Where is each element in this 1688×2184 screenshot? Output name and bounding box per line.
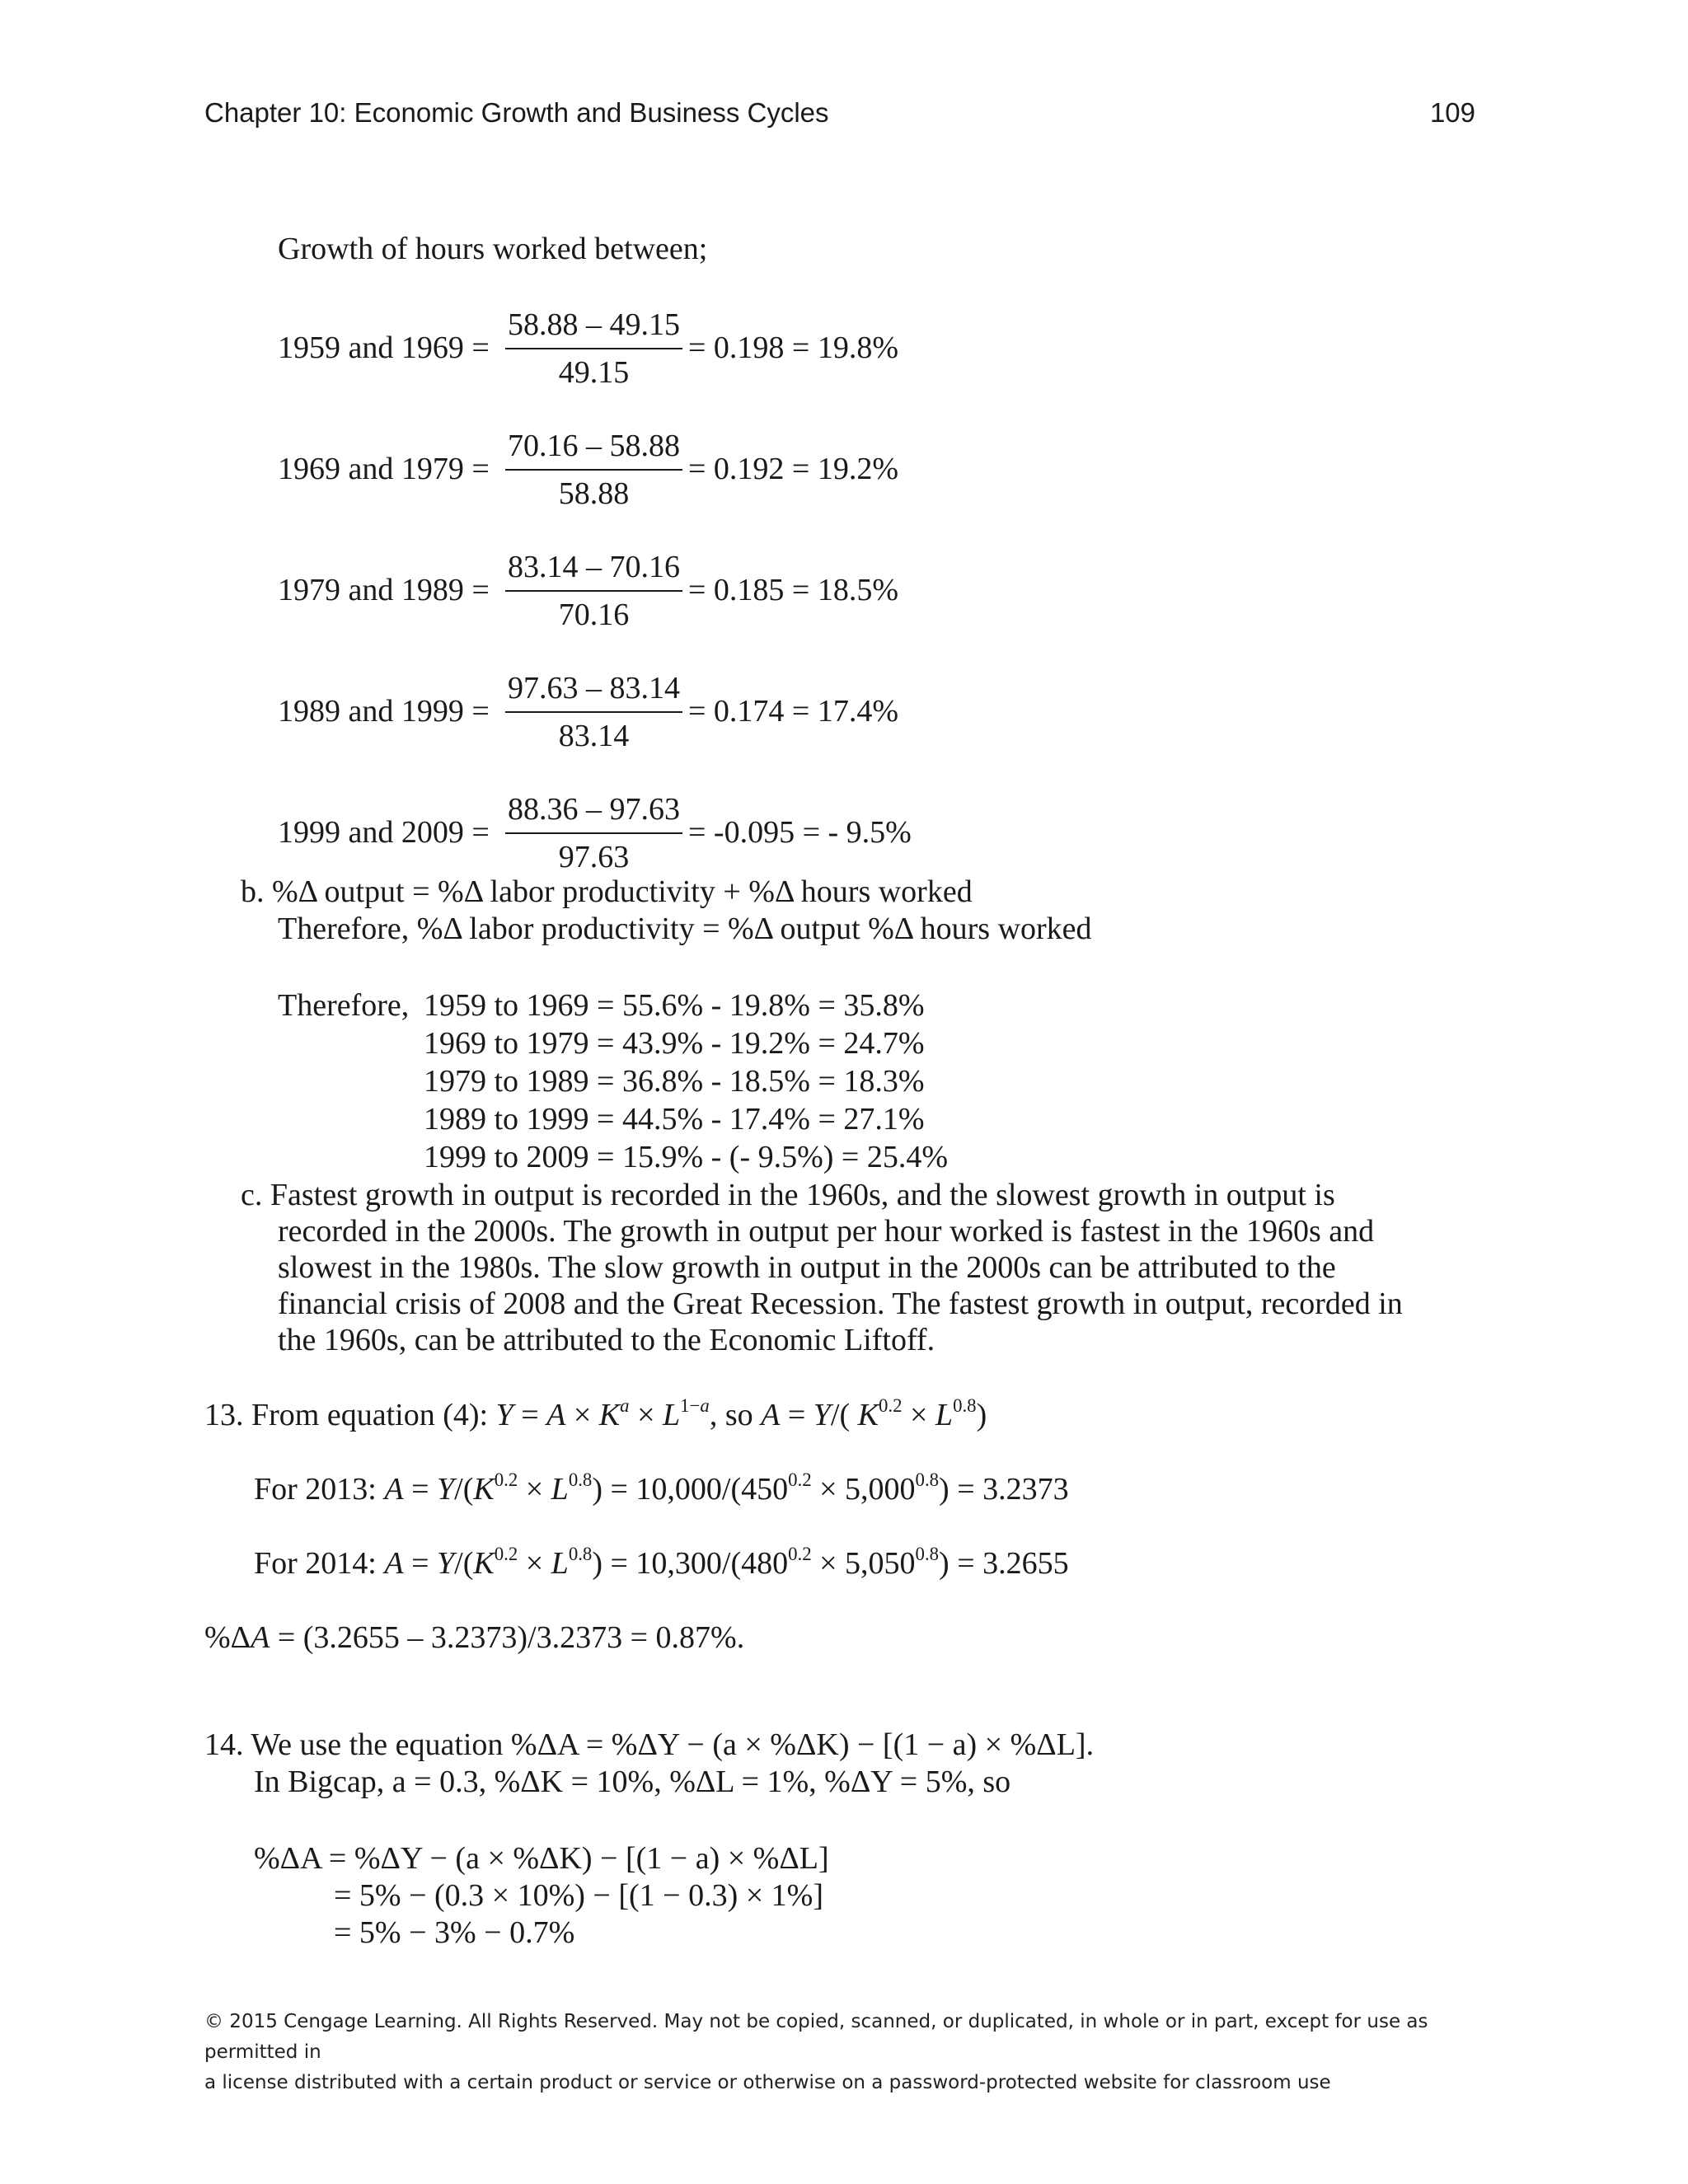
growth-row-result: = -0.095 = - 9.5%: [688, 815, 912, 850]
part-b-calc: 1959 to 1969 = 55.6% - 19.8% = 35.8%: [424, 988, 925, 1023]
q13-2014: For 2014: $A = Y/(K^{0.2} \times L^{0.8}) = 10,300/(480^{0.2} \times 5,050^{0.8}) = 3.2655$: [254, 1544, 1069, 1581]
part-b-calc: 1979 to 1989 = 36.8% - 18.5% = 18.3%: [424, 1064, 925, 1099]
growth-row-label: 1999 and 2009 =: [278, 815, 490, 850]
q13-result-text: = (3.2655 – 3.2373)/3.2373 = 0.87%.: [277, 1620, 745, 1655]
q13-result: %ΔA = (3.2655 – 3.2373)/3.2373 = 0.87%.: [204, 1620, 745, 1655]
q14-line2: In Bigcap, a = 0.3, %ΔK = 10%, %ΔL = 1%, %ΔY = 5%, so: [254, 1765, 1011, 1799]
growth-row-label: 1969 and 1979 =: [278, 452, 490, 486]
growth-row-denominator: 58.88: [558, 476, 630, 511]
q14-line1: 14. We use the equation %ΔA = %ΔY − (a × %ΔK) − [(1 − a) × %ΔL].: [204, 1727, 1095, 1762]
growth-row-numerator: 88.36 – 97.63: [508, 792, 680, 827]
q13-2013-tail: ) = 3.2373: [939, 1472, 1069, 1507]
copyright-footer: [204, 2007, 1490, 2098]
growth-row-denominator: 97.63: [558, 840, 630, 874]
growth-row-result: = 0.174 = 17.4%: [688, 694, 899, 729]
q13-equation: 13. From equation (4): $Y = A \times K^a \times L^{1-a}$, so A = Y/( $K^{0.2} \times L^{0.8}$): [204, 1395, 987, 1432]
q13-2013: For 2013: $A = Y/(K^{0.2} \times L^{0.8}) = 10,000/(450^{0.2} \times 5,000^{0.8}) = 3.2373$: [254, 1469, 1069, 1507]
part-c-line: recorded in the 2000s. The growth in output per hour worked is fastest in the 1960s and: [278, 1214, 1375, 1249]
growth-row-denominator: 83.14: [558, 719, 630, 753]
part-c-line: the 1960s, can be attributed to the Economic Liftoff.: [278, 1323, 935, 1357]
q13-2014-prefix: For 2014:: [254, 1546, 377, 1581]
part-b-calc: 1969 to 1979 = 43.9% - 19.2% = 24.7%: [424, 1026, 925, 1061]
growth-row-numerator: 97.63 – 83.14: [508, 671, 680, 705]
part-b-line1: b. %Δ output = %Δ labor productivity + %Δ hours worked: [241, 874, 973, 909]
growth-row-numerator: 83.14 – 70.16: [508, 550, 680, 584]
part-b-calc: 1989 to 1999 = 44.5% - 17.4% = 27.1%: [424, 1102, 925, 1137]
q14-eq2: = 5% − (0.3 × 10%) − [(1 − 0.3) × 1%]: [334, 1878, 823, 1913]
page-number: 109: [1429, 97, 1475, 128]
growth-row-result: = 0.198 = 19.8%: [688, 330, 899, 365]
growth-row-denominator: 70.16: [558, 598, 630, 632]
fraction-bar: [505, 711, 682, 713]
growth-row-label: 1979 and 1989 =: [278, 573, 490, 607]
fraction-bar: [505, 832, 682, 834]
part-b-line2: Therefore, %Δ labor productivity = %Δ output %Δ hours worked: [278, 912, 1092, 946]
fraction-bar: [505, 590, 682, 592]
q13-2014-mid: ) = 10,300/(480: [592, 1546, 789, 1581]
growth-heading: Growth of hours worked between;: [278, 232, 708, 266]
growth-row-label: 1959 and 1969 =: [278, 330, 490, 365]
growth-row-numerator: 58.88 – 49.15: [508, 307, 680, 342]
part-b-calc: 1999 to 2009 = 15.9% - (- 9.5%) = 25.4%: [424, 1140, 948, 1174]
growth-row-label: 1989 and 1999 =: [278, 694, 490, 729]
footer-line1: © 2015 Cengage Learning. All Rights Reserved. May not be copied, scanned, or duplicated, in whole or in part, except for use as permitted in: [204, 2011, 1428, 2063]
q13-2014-tail: ) = 3.2655: [939, 1546, 1069, 1581]
q13-2013-mid: ) = 10,000/(450: [592, 1472, 789, 1507]
part-b-therefore: Therefore,: [278, 988, 410, 1023]
q13-so: , so: [709, 1398, 753, 1432]
growth-row-result: = 0.192 = 19.2%: [688, 452, 899, 486]
growth-row-denominator: 49.15: [558, 355, 630, 390]
fraction-bar: [505, 469, 682, 471]
part-c-line: financial crisis of 2008 and the Great Recession. The fastest growth in output, recorded in: [278, 1286, 1403, 1321]
q13-intro: 13. From equation (4):: [204, 1398, 489, 1432]
fraction-bar: [505, 348, 682, 349]
part-c-line: c. Fastest growth in output is recorded in the 1960s, and the slowest growth in output is: [241, 1178, 1335, 1212]
page-header: [204, 97, 1475, 129]
growth-row-numerator: 70.16 – 58.88: [508, 429, 680, 463]
growth-row-result: = 0.185 = 18.5%: [688, 573, 899, 607]
q13-2013-prefix: For 2013:: [254, 1472, 377, 1507]
q14-eq3: = 5% − 3% − 0.7%: [334, 1915, 575, 1950]
footer-line2: a license distributed with a certain product or service or otherwise on a password-protected website for classroom use: [204, 2072, 1331, 2093]
part-c-line: slowest in the 1980s. The slow growth in output in the 2000s can be attributed to the: [278, 1250, 1336, 1285]
chapter-title: Chapter 10: Economic Growth and Business Cycles: [204, 97, 829, 128]
q14-eq1: %ΔA = %ΔY − (a × %ΔK) − [(1 − a) × %ΔL]: [254, 1841, 829, 1876]
